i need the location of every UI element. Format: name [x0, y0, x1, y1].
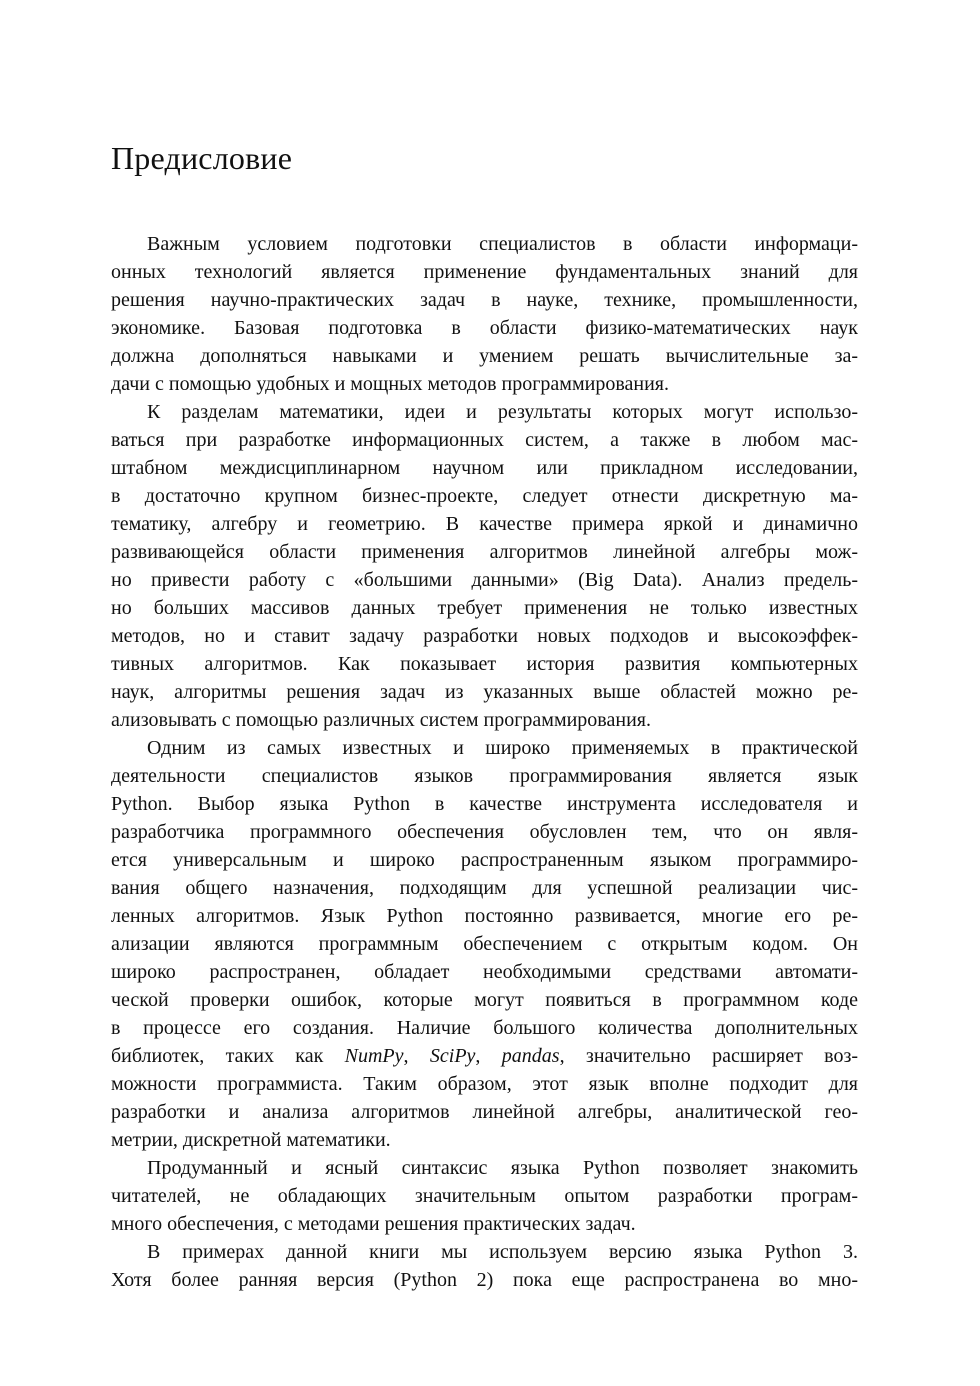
text-line: ленных алгоритмов. Язык Python постоянно развивается, многие его ре-: [111, 905, 858, 927]
text-line: В примерах данной книги мы используем версию языка Python 3.: [147, 1241, 858, 1263]
body-text: [111, 230, 858, 1294]
text-line: можности программиста. Таким образом, этот язык вполне подходит для: [111, 1073, 858, 1095]
text-line: тивных алгоритмов. Как показывает история развития компьютерных: [111, 653, 858, 675]
text-line: Хотя более ранняя версия (Python 2) пока еще распространена во мно-: [111, 1269, 858, 1291]
text-line: разработки и анализа алгоритмов линейной алгебры, аналитической гео-: [111, 1101, 858, 1123]
text-line: методов, но и ставит задачу разработки новых подходов и высокоэффек-: [111, 625, 858, 647]
text-line: много обеспечения, с методами решения практических задач.: [111, 1213, 636, 1235]
page: [111, 138, 858, 1294]
text-line: наук, алгоритмы решения задач из указанных выше областей можно ре-: [111, 681, 858, 703]
library-name-scipy: SciPy: [429, 1045, 476, 1067]
text-line-libraries: [111, 1042, 858, 1070]
text-line: онных технологий является применение фундаментальных знаний для: [111, 261, 858, 283]
text-fragment: библиотек, таких как: [111, 1045, 345, 1067]
text-fragment: ,: [403, 1045, 430, 1067]
text-line: вания общего назначения, подходящим для успешной реализации чис-: [111, 877, 858, 899]
text-line: Важным условием подготовки специалистов в области информаци-: [147, 233, 858, 255]
text-line: Продуманный и ясный синтаксис языка Python позволяет знакомить: [147, 1157, 858, 1179]
text-line: развивающейся области применения алгоритмов линейной алгебры мож-: [111, 541, 858, 563]
text-line: штабном междисциплинарном научном или прикладном исследовании,: [111, 457, 858, 479]
text-line: широко распространен, обладает необходимыми средствами автомати-: [111, 961, 858, 983]
text-line: ется универсальным и широко распространенным языком программиро-: [111, 849, 858, 871]
text-line: читателей, не обладающих значительным опытом разработки програм-: [111, 1185, 858, 1207]
chapter-title: Предисловие: [111, 140, 293, 176]
text-line: ализации являются программным обеспечением с открытым кодом. Он: [111, 933, 858, 955]
paragraph-5: [111, 1238, 858, 1294]
text-fragment: ,: [475, 1045, 502, 1067]
text-line: К разделам математики, идеи и результаты которых могут использо-: [147, 401, 858, 423]
text-line: тематику, алгебру и геометрию. В качестве примера яркой и динамично: [111, 513, 858, 535]
library-name-pandas: pandas: [501, 1045, 560, 1067]
paragraph-2: [111, 398, 858, 734]
text-line: разработчика программного обеспечения обусловлен тем, что он явля-: [111, 821, 858, 843]
text-line: ваться при разработке информационных систем, а также в любом мас-: [111, 429, 858, 451]
library-name-numpy: NumPy: [344, 1045, 404, 1067]
text-fragment: , значительно расширяет воз-: [559, 1045, 859, 1067]
text-line: ализовывать с помощью различных систем программирования.: [111, 709, 651, 731]
text-line: деятельности специалистов языков программирования является язык: [111, 765, 858, 787]
paragraph-4: [111, 1154, 858, 1238]
paragraph-1: [111, 230, 858, 398]
text-line: экономике. Базовая подготовка в области физико-математических наук: [111, 317, 858, 339]
text-line: Одним из самых известных и широко применяемых в практической: [147, 737, 858, 759]
text-line: Python. Выбор языка Python в качестве инструмента исследователя и: [111, 793, 858, 815]
paragraph-3: [111, 734, 858, 1154]
text-line: метрии, дискретной математики.: [111, 1129, 391, 1151]
text-line: решения научно-практических задач в науке, технике, промышленности,: [111, 289, 858, 311]
text-line: дачи с помощью удобных и мощных методов программирования.: [111, 373, 669, 395]
text-line: в процессе его создания. Наличие большого количества дополнительных: [111, 1017, 858, 1039]
text-line: но больших массивов данных требует применения не только известных: [111, 597, 858, 619]
text-line: должна дополняться навыками и умением решать вычислительные за-: [111, 345, 858, 367]
text-line: ческой проверки ошибок, которые могут появиться в программном коде: [111, 989, 858, 1011]
text-line: в достаточно крупном бизнес-проекте, следует отнести дискретную ма-: [111, 485, 858, 507]
text-line: но привести работу с «большими данными» (Big Data). Анализ предель-: [111, 569, 858, 591]
